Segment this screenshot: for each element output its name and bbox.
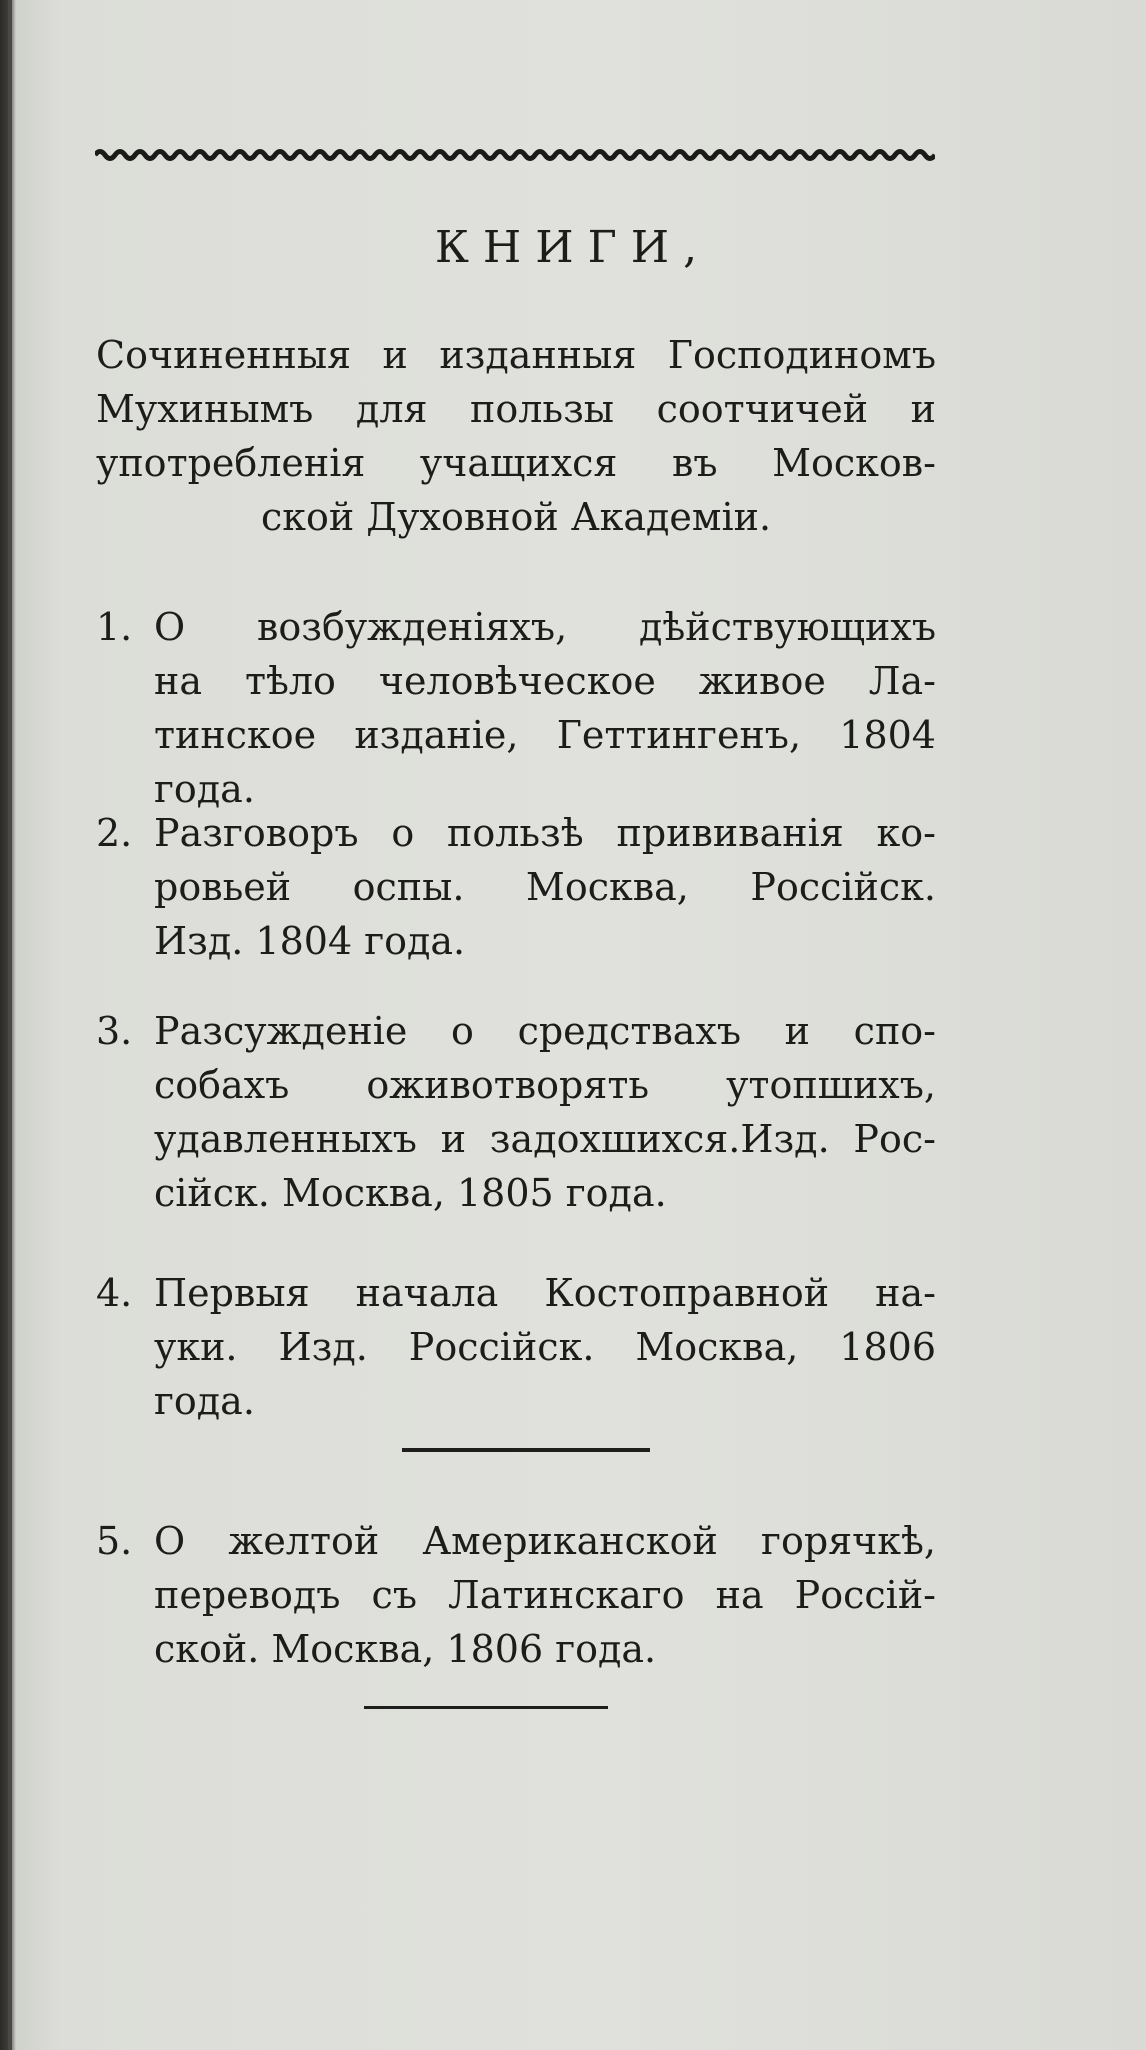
intro-line: употребленія учащихся въ Москов- xyxy=(96,441,936,485)
entry-number: 5. xyxy=(96,1519,133,1563)
book-entry-5 xyxy=(96,1514,936,1676)
entry-line: уки. Изд. Россійск. Москва, 1806 xyxy=(154,1325,936,1369)
entry-line: года. xyxy=(154,767,255,811)
entry-number: 3. xyxy=(96,1009,133,1053)
entry-line: О возбужденіяхъ, дѣйствующихъ xyxy=(154,605,936,649)
entry-number: 1. xyxy=(96,605,133,649)
end-divider xyxy=(364,1706,608,1709)
entry-line: Изд. 1804 года. xyxy=(154,919,466,963)
entry-number: 2. xyxy=(96,811,133,855)
entry-line: удавленныхъ и задохшихся.Изд. Рос- xyxy=(154,1117,936,1161)
intro-line: Сочиненныя и изданныя Господиномъ xyxy=(96,333,936,377)
binding-edge xyxy=(8,0,12,2050)
entry-line: Разговоръ о пользѣ прививанія ко- xyxy=(154,811,936,855)
entry-line: Разсужденіе о средствахъ и спо- xyxy=(154,1009,936,1053)
entry-number: 4. xyxy=(96,1271,133,1315)
section-divider xyxy=(402,1448,650,1452)
entry-line: ской. Москва, 1806 года. xyxy=(154,1627,657,1671)
intro-paragraph xyxy=(96,328,936,544)
entry-line: года. xyxy=(154,1379,255,1423)
entry-line: О желтой Американской горячкѣ, xyxy=(154,1519,936,1563)
page-heading: КНИГИ, xyxy=(434,222,712,273)
book-entry-4 xyxy=(96,1266,936,1428)
entry-line: переводъ съ Латинскаго на Россій- xyxy=(154,1573,936,1617)
entry-line: ровьей оспы. Москва, Россійск. xyxy=(154,865,936,909)
entry-line: на тѣло человѣческое живое Ла- xyxy=(154,659,936,703)
book-entry-2 xyxy=(96,806,936,968)
entry-line: собахъ оживотворять утопшихъ, xyxy=(154,1063,936,1107)
intro-line: Мухинымъ для пользы соотчичей и xyxy=(96,387,936,431)
book-entry-3 xyxy=(96,1004,936,1220)
book-entry-1 xyxy=(96,600,936,816)
entry-line: сійск. Москва, 1805 года. xyxy=(154,1171,667,1215)
intro-line: ской Духовной Академіи. xyxy=(260,495,772,539)
decorative-wave-border xyxy=(95,140,935,170)
entry-line: тинское изданіе, Геттингенъ, 1804 xyxy=(154,713,936,757)
entry-line: Первыя начала Костоправной на- xyxy=(154,1271,936,1315)
